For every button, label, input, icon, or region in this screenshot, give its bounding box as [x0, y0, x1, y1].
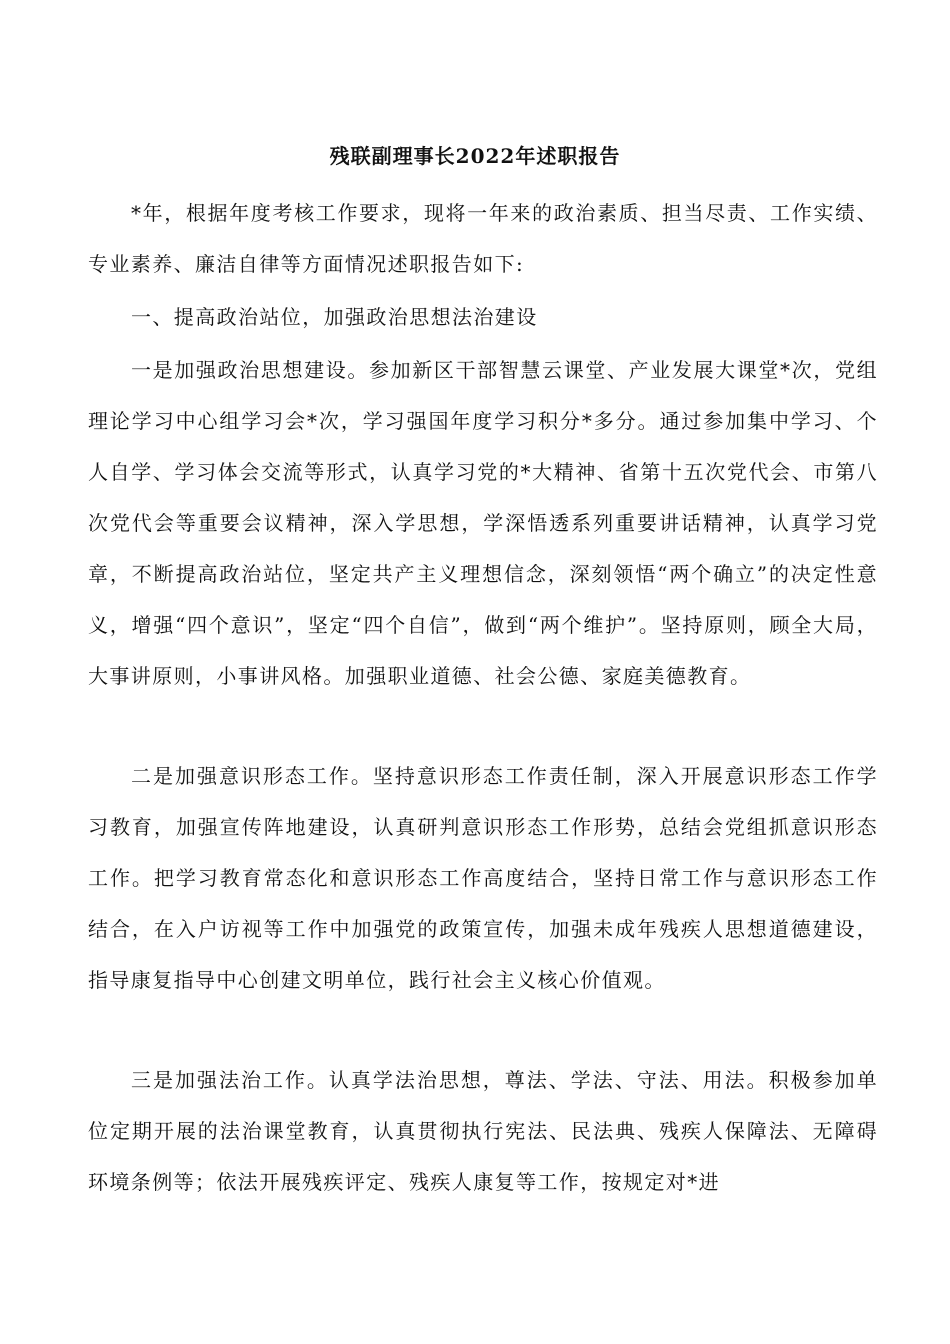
document-title: 残联副理事长2022年述职报告 [329, 144, 621, 168]
item-paragraph-2: 二是加强意识形态工作。坚持意识形态工作责任制，深入开展意识形态工作学习教育，加强宣传阵地建设，认真研判意识形态工作形势，总结会党组抓意识形态工作。把学习教育常态化和意识形态工作高度结合，坚持日常工作与意识形态工作结合，在入户访视等工作中加强党的政策宣传，加强未成年残疾人思想道德建设，指导康复指导中心创建文明单位，践行社会主义核心价值观。 [88, 764, 878, 992]
section-heading: 一、提高政治站位，加强政治思想法治建设 [131, 305, 538, 329]
item-paragraph-3: 三是加强法治工作。认真学法治思想，尊法、学法、守法、用法。积极参加单位定期开展的法治课堂教育，认真贯彻执行宪法、民法典、残疾人保障法、无障碍环境条例等；依法开展残疾评定、残疾人康复等工作，按规定对*进 [88, 1068, 878, 1194]
item-paragraph-1: 一是加强政治思想建设。参加新区干部智慧云课堂、产业发展大课堂*次，党组理论学习中心组学习会*次，学习强国年度学习积分*多分。通过参加集中学习、个人自学、学习体会交流等形式，认真学习党的*大精神、省第十五次党代会、市第八次党代会等重要会议精神，深入学思想，学深悟透系列重要讲话精神，认真学习党章，不断提高政治站位，坚定共产主义理想信念，深刻领悟“两个确立”的决定性意义，增强“四个意识”，坚定“四个自信”，做到“两个维护”。坚持原则，顾全大局，大事讲原则，小事讲风格。加强职业道德、社会公德、家庭美德教育。 [88, 358, 878, 688]
intro-paragraph: *年，根据年度考核工作要求，现将一年来的政治素质、担当尽责、工作实绩、专业素养、廉洁自律等方面情况述职报告如下: [88, 201, 878, 276]
